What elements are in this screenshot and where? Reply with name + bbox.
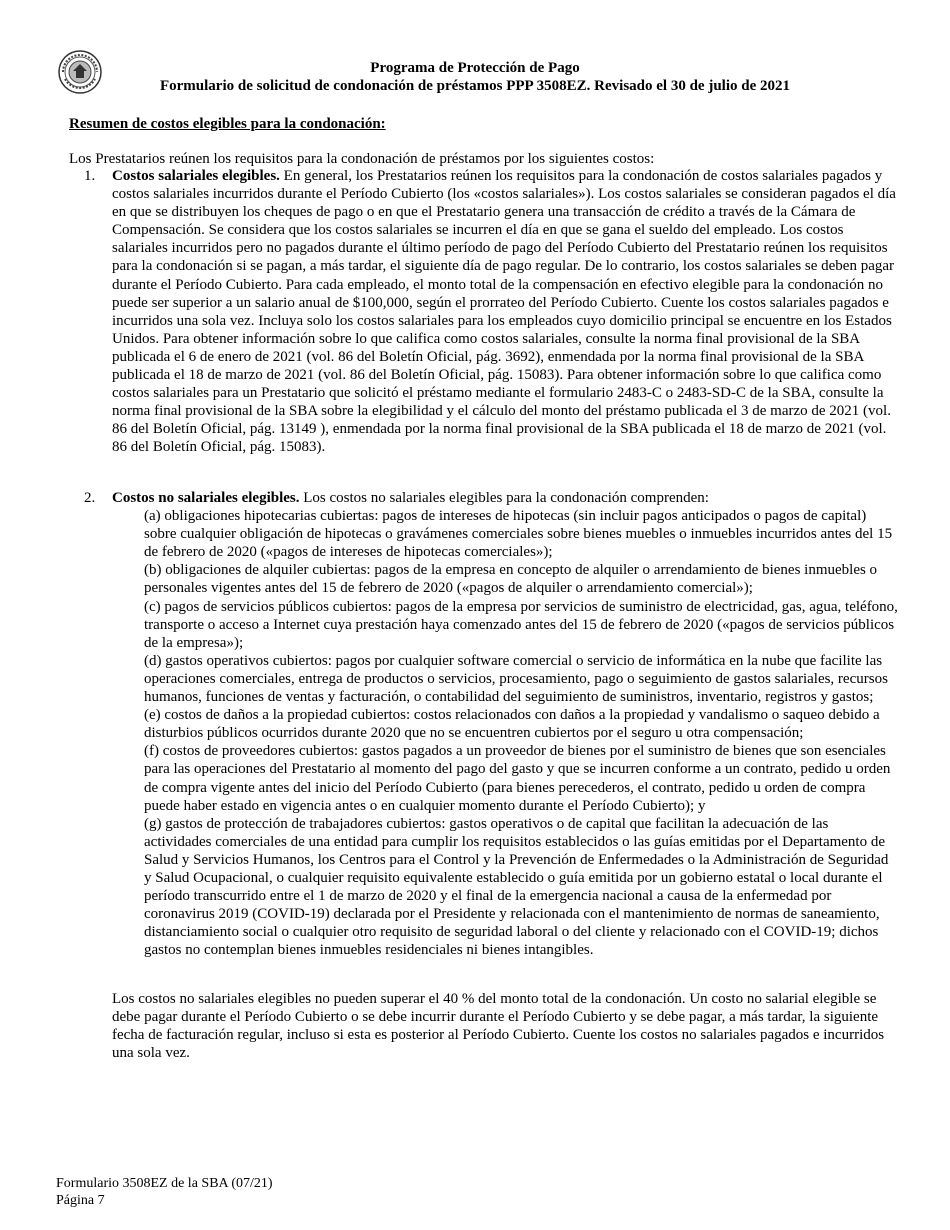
list-item-payroll: [84, 167, 899, 457]
intro-text: Los Prestatarios reúnen los requisitos para la condonación de préstamos por los siguientes costos:: [69, 151, 655, 167]
subitem: (e) costos de daños a la propiedad cubiertos: costos relacionados con daños a la propiedad y vandalismo o saqueo debido a disturbios públicos ocurridos durante 2020 que no se encuentren cubiertos por el seguro u otra compensación;: [144, 707, 880, 742]
footer-page: Página 7: [56, 1193, 105, 1208]
closing-paragraph: Los costos no salariales elegibles no pueden superar el 40 % del monto total de la condonación. Un costo no salarial elegible se debe pagar durante el Período Cubierto o se debe incurrir durante el Período Cubierto y se debe pagar, a más tardar, la siguiente fecha de facturación regular, incluso si esta es posterior al Período Cubierto. Cuente los costos no salariales pagados e incurridos una sola vez.: [112, 991, 885, 1062]
item-number: 2.: [84, 490, 96, 506]
subitem: (b) obligaciones de alquiler cubiertas: pagos de la empresa en concepto de alquiler o arrendamiento de bienes inmuebles o personales vigentes antes del 15 de febrero de 2020 («pagos de alquiler o arrendamiento comercial»);: [144, 562, 878, 597]
list-item-nonpayroll: [84, 489, 899, 959]
item-heading: Costos no salariales elegibles.: [112, 490, 300, 506]
subitem: (f) costos de proveedores cubiertos: gastos pagados a un proveedor de bienes por el suministro de bienes que son esenciales para las operaciones del Prestatario al momento del pago del gasto y que se incurren conforme a un contrato, pedido u orden de compra vigente antes del inicio del Período Cubierto (para bienes perecederos, el contrato, pedido u orden de compra puede haber estado en vigencia antes o en cualquier momento durante el Período Cubierto); y: [144, 743, 891, 814]
footer-form: Formulario 3508EZ de la SBA (07/21): [56, 1176, 273, 1191]
section-title: Resumen de costos elegibles para la condonación:: [69, 116, 386, 132]
subitem: (a) obligaciones hipotecarias cubiertas: pagos de intereses de hipotecas (sin incluir pagos anticipados o pagos de capital) sobre cualquier obligación de hipotecas o gravámenes comerciales sobre bienes muebles o inmuebles incurridos antes del 15 de febrero de 2020 («pagos de intereses de hipotecas comerciales»);: [144, 508, 893, 561]
item-number: 1.: [84, 168, 96, 184]
subitem-list: [144, 507, 899, 959]
form-title: Formulario de solicitud de condonación de préstamos PPP 3508EZ. Revisado el 30 de julio de 2021: [159, 78, 790, 94]
sba-seal-icon: [57, 49, 103, 95]
program-title: Programa de Protección de Pago: [370, 60, 580, 76]
subitem: (d) gastos operativos cubiertos: pagos por cualquier software comercial o servicio de informática en la nube que facilite las operaciones comerciales, entrega de productos o servicios, procesamiento, pago o seguimiento de gastos salariales, recursos humanos, funciones de ventas y facturación, o contabilidad del seguimiento de suministros, inventario, registros y gastos;: [144, 652, 888, 706]
item-text: En general, los Prestatarios reúnen los requisitos para la condonación de costos salariales pagados y costos salariales incurridos durante el Período Cubierto (los «costos salariales»). Los costos salariales se consideran pagados el día en que se distribuyen los cheques de pago o en que el Prestatario genera una transacción de crédito a través de la Cámara de Compensación. Se considera que los costos salariales se incurren el día en que se gana el sueldo del empleado. Los costos salariales incurridos pero no pagados durante el último período de pago del Período Cubierto del Prestatario reúnen los requisitos para la condonación si se pagan, a más tardar, el siguiente día de pago regular. De lo contrario, los costos salariales se deben pagar durante el Período Cubierto. Para cada empleado, el monto total de la compensación en efectivo elegible para la condonación no puede ser superior a un salario anual de $100,000, según el prorrateo del Período Cubierto. Cuente los costos salariales pagados e incurridos una sola vez. Incluya solo los costos salariales para los empleados cuyo domicilio principal se encuentre en los Estados Unidos. Para obtener información sobre lo que califica como costos salariales, consulte la norma final provisional de la SBA publicada el 6 de enero de 2021 (vol. 86 del Boletín Oficial, pág. 3692), enmendada por la norma final provisional de la SBA publicada el 18 de marzo de 2021 (vol. 86 del Boletín Oficial, pág. 15083). Para obtener información sobre lo que califica como costos salariales para un Prestatario que solicitó el préstamo mediante el formulario 2483-C o 2483-SD-C de la SBA, consulte la norma final provisional de la SBA sobre la elegibilidad y el cálculo del monto del préstamo publicada el 3 de marzo de 2021 (vol. 86 del Boletín Oficial, pág. 13149 ), enmendada por la norma final provisional de la SBA publicada el 18 de marzo de 2021 (vol. 86 del Boletín Oficial, pág. 15083).: [112, 168, 896, 456]
item-text: Los costos no salariales elegibles para la condonación comprenden:: [299, 490, 709, 506]
subitem: (g) gastos de protección de trabajadores cubiertos: gastos operativos o de capital que facilitan la adecuación de las actividades comerciales de una entidad para cumplir los requisitos establecidos o las guías emitidas por el Departamento de Salud y Servicios Humanos, los Centros para el Control y la Prevención de Enfermedades o la Administración de Seguridad y Salud Ocupacional, o cualquier requisito equivalente establecido o guía emitida por un gobierno estatal o local durante el período transcurrido entre el 1 de marzo de 2020 y el final de la emergencia nacional a causa de la enfermedad por coronavirus 2019 (COVID-19) declarada por el Presidente y relacionada con el mantenimiento de normas de saneamiento, distanciamiento social o cualquier otro requisito de seguridad laboral o del cliente y relacionado con el COVID-19; dichos gastos no contemplan bienes inmuebles residenciales ni bienes intangibles.: [144, 815, 889, 959]
subitem: (c) pagos de servicios públicos cubiertos: pagos de la empresa por servicios de suministro de electricidad, gas, agua, teléfono, transporte o acceso a Internet cuya prestación haya comenzado antes del 15 de febrero de 2020 («pagos de servicios públicos de la empresa»);: [144, 598, 898, 651]
page-footer: [56, 1175, 273, 1209]
item-heading: Costos salariales elegibles.: [112, 168, 280, 184]
